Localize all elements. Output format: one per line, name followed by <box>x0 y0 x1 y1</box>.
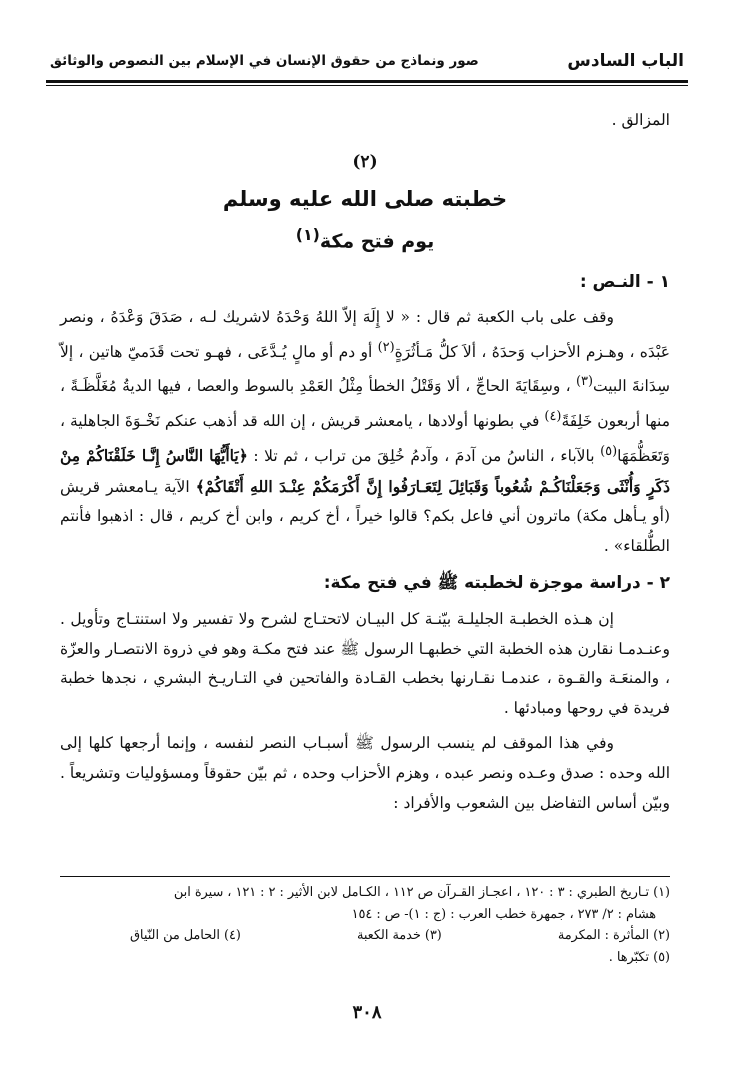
header-rule-thick <box>46 80 688 83</box>
footnote-rule <box>60 876 670 877</box>
carryover-text: المزالق . <box>611 111 670 129</box>
footnote-row <box>60 925 670 947</box>
footnote-5: (٥) تكبّرها . <box>608 949 670 965</box>
page-number: ٣٠٨ <box>352 1002 382 1023</box>
heading-text: ١ - النـص : <box>579 271 670 292</box>
footnote-ref-5: (٥) <box>600 443 618 459</box>
section-number: (٢) <box>352 151 378 172</box>
speech-paragraph <box>60 303 670 561</box>
footnotes <box>60 882 670 968</box>
speech-part-1: وقف على باب الكعبة ثم قال : « لا إِلَهَ إلاّ اللهُ وَحْدَهُ لاشريك لـه ، صَدَقَ وَعْدَهُ ، ونصر عَبْدَه ، وهـزم الأحزاب وَحدَهُ ، ألاَ كلُّ مَـأثُرَةٍ <box>60 308 670 361</box>
footnote-1a: (١) تـاريخ الطبري : ٣ : ١٢٠ ، اعجـاز القـرآن ص ١١٢ ، الكـامل لابن الأثير : ٢ : ١٢١ ، سيرة ابن <box>173 885 670 900</box>
main-text <box>60 106 670 818</box>
running-header <box>50 46 684 76</box>
speech-part-4: في بطونها أولادها ، يامعشر قريش ، إن الله قد أذهب عنكم نَخْـوَةَ الجاهلية ، وَتَعَظُّمَهَا <box>60 412 670 466</box>
speech-part-3: ، وسِقَايَةَ الحاجِّ ، ألا وَقَتْلُ الخطأ مِثْلُ العَمْدِ بالسوط والعصا ، فيها الديةُ مُغَلَّظَـةً ، منها أربعون خَلِفَةً <box>60 377 670 431</box>
subtitle-text: يوم فتح مكة <box>319 230 435 253</box>
footnote-ref-2: (٢) <box>377 339 395 355</box>
speech-part-5: بالآباء ، الناسُ من آدمَ ، وآدمُ خُلِقَ من تراب ، ثم تلا : <box>247 447 601 466</box>
chapter-title: الباب السادس <box>567 51 684 71</box>
footnote-ref-4: (٤) <box>544 409 562 425</box>
study-paragraph-2: وفي هذا الموقف لم ينسب الرسول ﷺ أسبـاب النصر لنفسه ، وإنما أرجعها كلها إلى الله وحده : صدق وعـده ونصر عبده ، وهزم الأحزاب وحده ، ثم بيّن حقوقاً ومسؤوليات وتشريعاً . وبيّن أساس التفاضل بين الشعوب والأفراد : <box>60 734 670 812</box>
section-subtitle <box>60 217 670 259</box>
footnote-ref-3: (٣) <box>575 374 594 390</box>
book-title: صور ونماذج من حقوق الإنسان في الإسلام بين النصوص والوثائق <box>50 53 479 69</box>
header-rule-thin <box>46 85 688 86</box>
footnote-ref-1: (١) <box>295 225 320 245</box>
study-paragraph-1: إن هـذه الخطبـة الجليلـة بيّنـة كل البيـان لاتحتـاج لشرح ولا تفسير ولا استنتـاج وتأويل . وعنـدمـا نقارن هذه الخطبة التي خطبهـا الرسول ﷺ عند فتح مكـة وهو في ذروة الانتصـار والعزّة ، والمنعَـة والقـوة ، عندمـا نقـارنها بخطب القـادة والفاتحين في التـاريـخ البشري ، نجدها خطبة فريدة في روحها ومبادئها . <box>60 610 670 717</box>
heading-study: ٢ - دراسة موجزة لخطبته ﷺ في فتح مكة: <box>323 573 670 594</box>
quran-verse: ﴿يَاأَيُّهَا النَّاسُ إِنَّـا خَلَقْنَاكُمْ مِنْ ذَكَرٍ وَأُنْثَى وَجَعَلْنَاكُـمْ شُعُوباً وَقَبَائِلَ لِتَعَـارَفُوا إِنَّ أَكْرَمَكُمْ عِنْـدَ اللهِ أَتْقَاكُمْ﴾ <box>60 446 671 496</box>
speech-part-2: أو دم أو مالٍ يُـدَّعَى ، فهـو تحت قَدَميّ هاتين ، إلاّ سِدَانةَ البيت <box>60 342 670 396</box>
footnote-3: (٣) خدمة الكعبة <box>356 928 442 943</box>
footnote-1b: هشام : ٢/ ٢٧٣ ، جمهرة خطب العرب : (ج : ١)- ص : ١٥٤ <box>351 906 656 922</box>
footnote-4: (٤) الحامل من النّياق <box>130 928 241 943</box>
footnote-2: (٢) المأثرة : المكرمة <box>557 928 670 943</box>
speech-part-6: الآية يـامعشر قريش (أو يـأهل مكة) ماترون أني فاعل بكم؟ قالوا خيراً ، أخ كريم ، وابن أخ كريم ، قال : اذهبوا فأنتم الطُّلقاء» . <box>60 477 670 555</box>
section-title: خطبته صلى الله عليه وسلم <box>222 187 508 212</box>
